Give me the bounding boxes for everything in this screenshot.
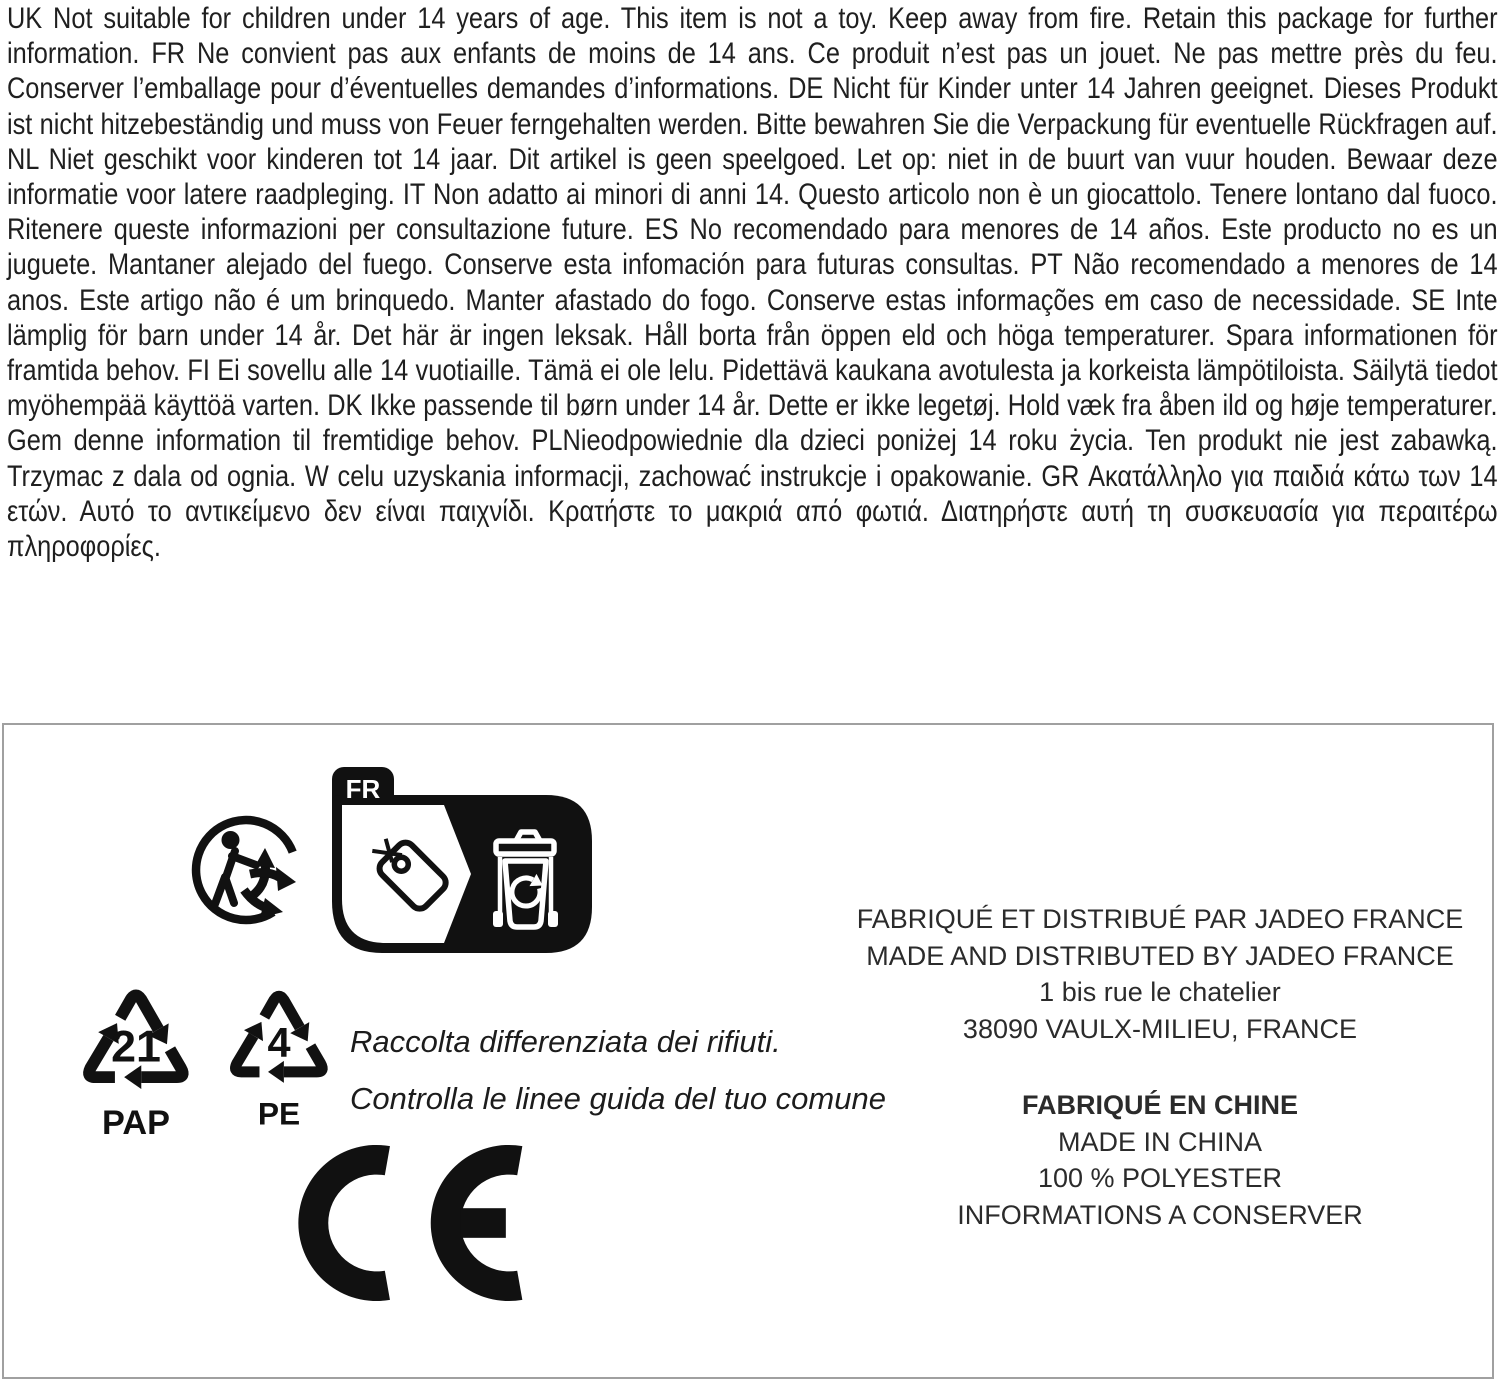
sorting-note-line1: Raccolta differenziata dei rifiuti. — [350, 1024, 781, 1059]
recycling-material: PE — [257, 1095, 301, 1132]
origin-info — [710, 1087, 1500, 1233]
origin-line1: FABRIQUÉ EN CHINE — [1021, 1090, 1299, 1120]
compliance-box — [2, 723, 1494, 1379]
recycling-number: 4 — [267, 1019, 291, 1067]
recycling-code-pe-icon — [218, 979, 340, 1133]
manufacturer-address: 1 bis rue le chatelier — [1039, 977, 1281, 1007]
material-line: 100 % POLYESTER — [1037, 1163, 1283, 1193]
manufacturer-info — [710, 901, 1500, 1233]
sorting-info-icon — [330, 765, 592, 953]
sorting-note-line2: Controlla le linee guida del tuo comune — [350, 1081, 886, 1116]
origin-line2: MADE IN CHINA — [1057, 1126, 1263, 1157]
recycling-number: 21 — [111, 1021, 161, 1072]
recycling-code-pap-icon — [70, 977, 202, 1143]
retain-info-line: INFORMATIONS A CONSERVER — [957, 1199, 1363, 1230]
manufacturer-city: 38090 VAULX-MILIEU, FRANCE — [962, 1013, 1358, 1044]
manufacturer-line2: MADE AND DISTRIBUTED BY JADEO FRANCE — [866, 940, 1454, 971]
safety-warnings-text: UK Not suitable for children under 14 years of age. This item is not a toy. Keep away from fire. Retain this package for further information. FR Ne convient pas aux enfants de moins de 14 ans. Ce produit n’est pas un jouet. Ne pas mettre près du feu. Conserver l’emballage pour d’éventuelles demandes d’informations. DE Nicht für Kinder unter 14 Jahren geeignet. Dieses Produkt ist nicht hitzebeständig und muss von Feuer ferngehalten werden. Bitte bewahren Sie die Verpackung für eventuelle Rückfragen auf. NL Niet geschikt voor kinderen tot 14 jaar. Dit artikel is geen speelgoed. Let op: niet in de buurt van vuur houden. Bewaar deze informatie voor latere raadpleging. IT Non adatto ai minori di anni 14. Questo articolo non è un giocattolo. Tenere lontano dal fuoco. Ritenere queste informazioni per consultazione future. ES No recomendado para menores de 14 años. Este producto no es un juguete. Mantaner alejado del fuego. Conserve esta infomación para futuras consultas. PT Não recomendado a menores de 14 anos. Este artigo não é um brinquedo. Manter afastado do fogo. Conserve estas informações em caso de necessidade. SE Inte lämplig för barn under 14 år. Det här är ingen leksak. Håll borta från öppen eld och höga temperaturer. Spara informationen för framtida behov. FI Ei sovellu alle 14 vuotiaille. Tämä ei ole lelu. Pidettävä kaukana avotulesta ja korkeista lämpötiloista. Säilytä tiedot myöhempää käyttöä varten. DK Ikke passende til børn under 14 år. Dette er ikke legetøj. Hold væk fra åben ild og høje temperaturer. Gem denne information til fremtidige behov. PLNieodpowiednie dla dzieci poniżej 14 roku życia. Ten produkt nie jest zabawką. Trzymac z dala od ognia. W celu uzyskania informacji, zachować instrukcje i opakowanie. GR Ακατάλληλο για παιδιά κάτω των 14 ετών. Αυτό το αντικείμενο δεν είναι παιχνίδι. Κρατήστε το μακριά από φωτιά. Διατηρήστε αυτή τη συσκευασία για περαιτέρω πληροφορίες. — [7, 2, 1498, 564]
triman-recycling-icon — [188, 810, 314, 932]
manufacturer-line1: FABRIQUÉ ET DISTRIBUÉ PAR JADEO FRANCE — [856, 904, 1464, 934]
sorting-country-label: FR — [345, 774, 381, 804]
ce-mark-icon — [296, 1142, 526, 1306]
recycling-material: PAP — [102, 1103, 170, 1142]
